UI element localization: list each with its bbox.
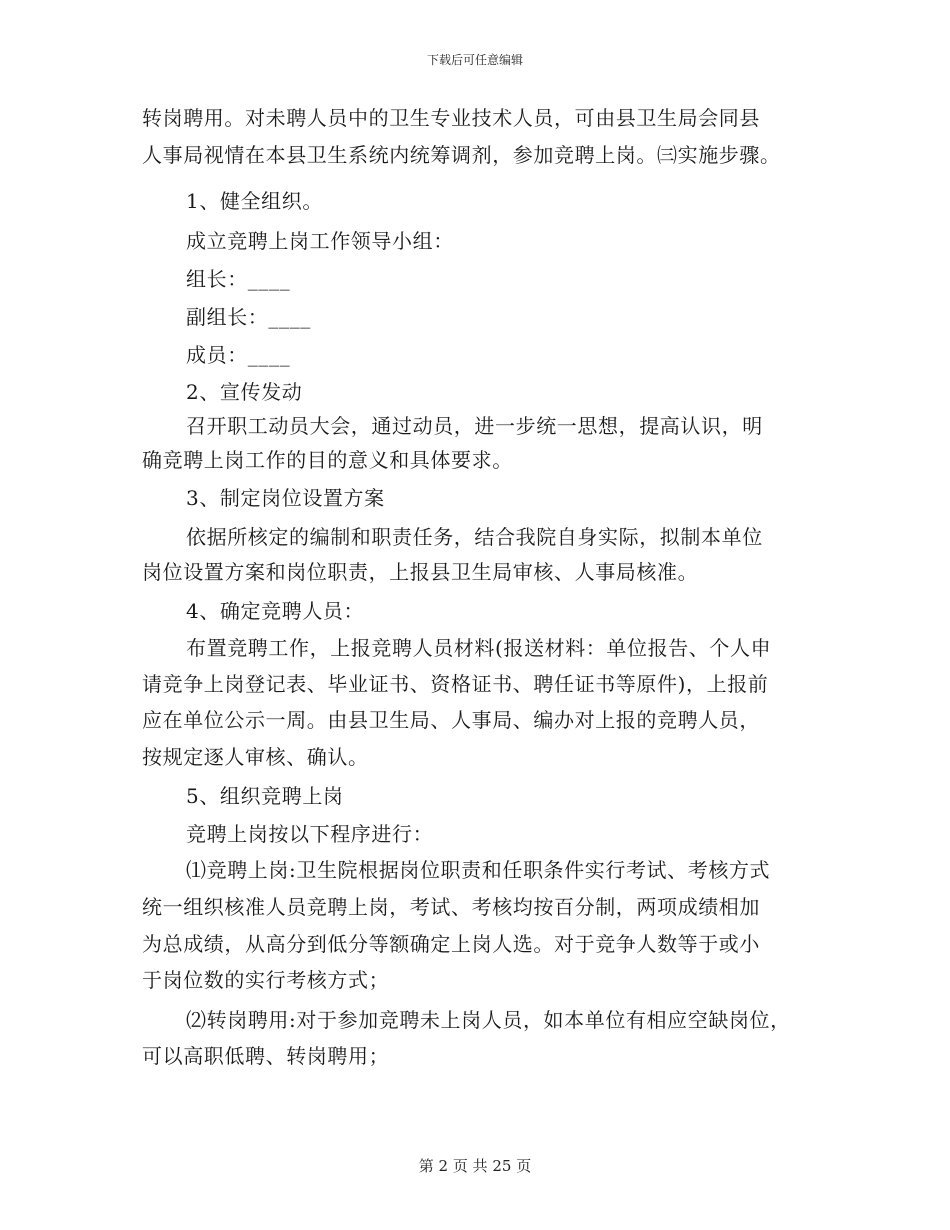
- page-header: 下载后可任意编辑: [426, 53, 523, 67]
- text-line: 可以高职低聘、转岗聘用；: [142, 1044, 390, 1068]
- text-line: 3、制定岗位设置方案: [186, 486, 385, 510]
- text-line: 2、宣传发动: [186, 380, 303, 404]
- text-line: 1、健全组织。: [186, 189, 323, 213]
- text-line: 竞聘上岗按以下程序进行：: [186, 822, 434, 846]
- text-line: ⑴竞聘上岗:卫生院根据岗位职责和任职条件实行考试、考核方式: [186, 858, 771, 882]
- text-line: 转岗聘用。对未聘人员中的卫生专业技术人员，可由县卫生局会同县: [142, 106, 760, 130]
- text-line: 依据所核定的编制和职责任务，结合我院自身实际，拟制本单位: [186, 525, 763, 549]
- text-line: 召开职工动员大会，通过动员，进一步统一思想，提高认识，明: [186, 414, 763, 438]
- text-line: 人事局视情在本县卫生系统内统筹调剂，参加竞聘上岗。㈢实施步骤。: [142, 143, 781, 167]
- text-line: 为总成绩，从高分到低分等额确定上岗人选。对于竞争人数等于或小: [142, 932, 760, 956]
- text-line: 组长：____: [186, 267, 291, 291]
- text-line: 布置竞聘工作，上报竞聘人员材料(报送材料：单位报告、个人申: [186, 636, 772, 660]
- text-line: 应在单位公示一周。由县卫生局、人事局、编办对上报的竞聘人员，: [142, 708, 760, 732]
- text-line: 成员：____: [186, 343, 291, 367]
- text-line: 按规定逐人审核、确认。: [142, 745, 369, 769]
- text-line: 成立竞聘上岗工作领导小组：: [186, 229, 454, 253]
- text-line: 5、组织竞聘上岗: [186, 784, 344, 808]
- text-line: 4、确定竞聘人员：: [186, 599, 365, 623]
- text-line: 于岗位数的实行考核方式；: [142, 968, 390, 992]
- text-line: 副组长：____: [186, 305, 311, 329]
- text-line: 确竞聘上岗工作的目的意义和具体要求。: [142, 448, 513, 472]
- text-line: ⑵转岗聘用:对于参加竞聘未上岗人员，如本单位有相应空缺岗位，: [186, 1008, 791, 1032]
- text-line: 请竞争上岗登记表、毕业证书、资格证书、聘任证书等原件)，上报前: [142, 672, 769, 696]
- page-footer: 第 2 页 共 25 页: [418, 1157, 532, 1175]
- text-line: 岗位设置方案和岗位职责，上报县卫生局审核、人事局核准。: [142, 560, 699, 584]
- text-line: 统一组织核准人员竞聘上岗，考试、考核均按百分制，两项成绩相加: [142, 895, 760, 919]
